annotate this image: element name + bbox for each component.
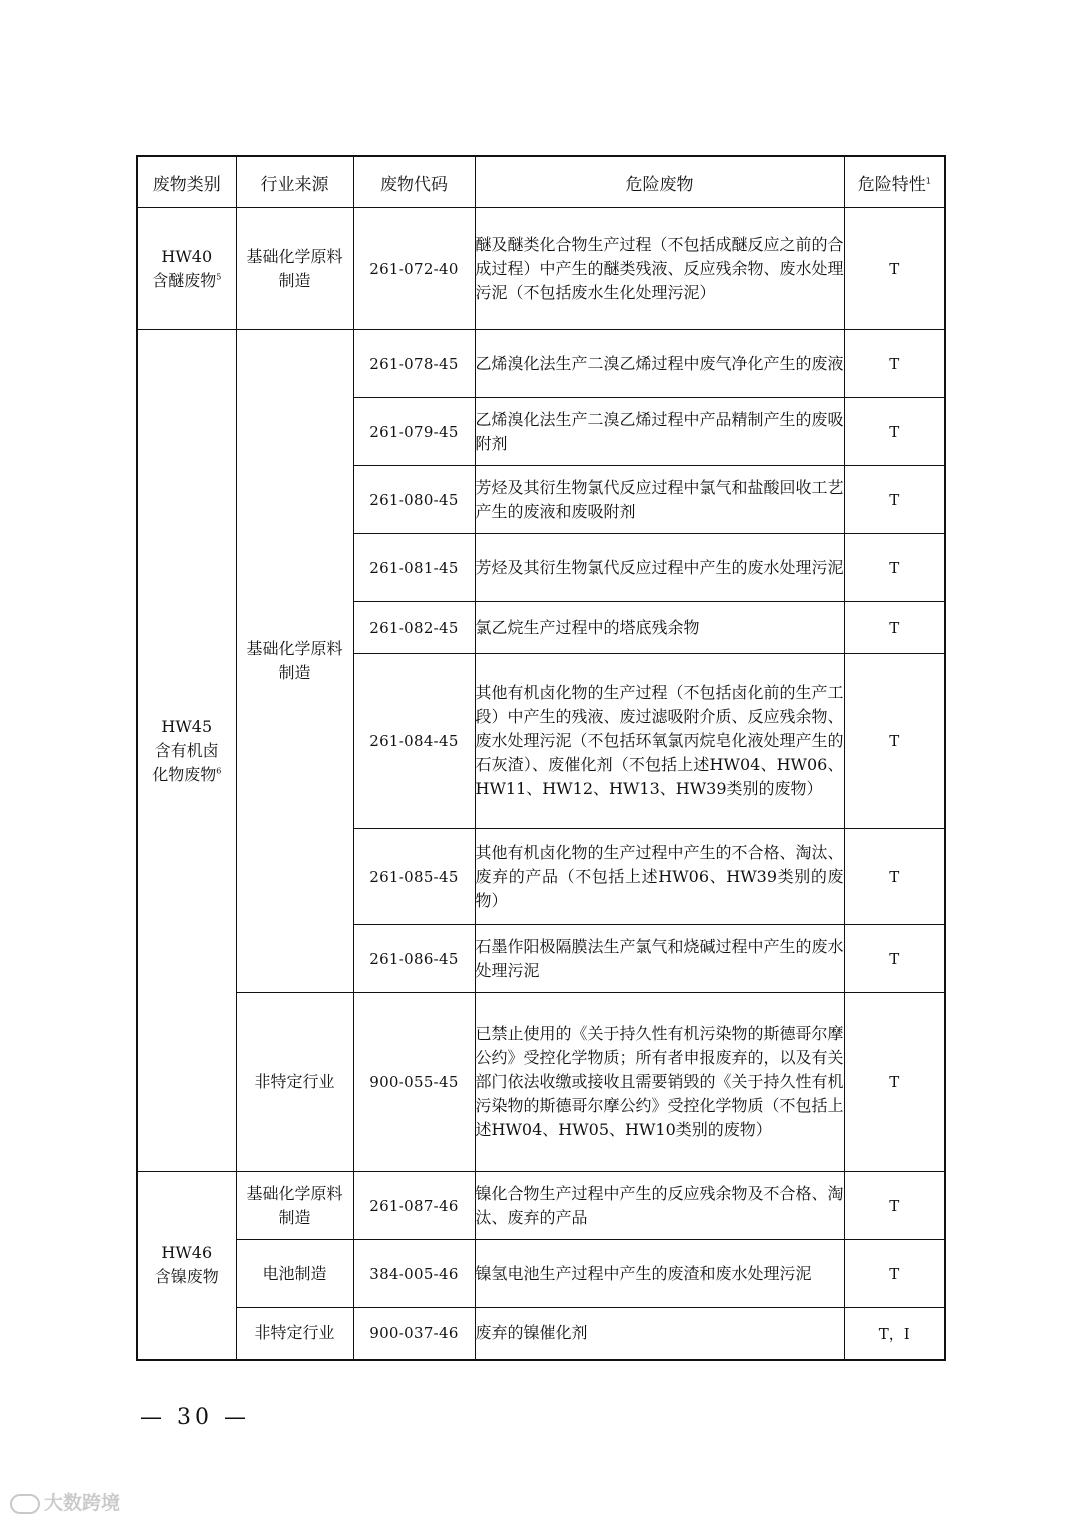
waste-code-cell: 261-080-45 [353,466,475,534]
header-category: 废物类别 [137,156,236,208]
header-code: 废物代码 [353,156,475,208]
hazard-cell: T [844,330,945,398]
waste-code-cell: 261-078-45 [353,330,475,398]
hazard-cell: T [844,602,945,654]
waste-code-cell: 900-037-46 [353,1308,475,1360]
hazard-cell: T [844,534,945,602]
hazard-cell: T [844,398,945,466]
table-row [137,993,945,1172]
industry-cell: 基础化学原料制造 [236,1172,353,1240]
waste-description-cell: 石墨作阳极隔膜法生产氯气和烧碱过程中产生的废水处理污泥 [475,925,844,993]
waste-description-cell: 醚及醚类化合物生产过程（不包括成醚反应之前的合成过程）中产生的醚类残液、反应残余物、废水处理污泥（不包括废水生化处理污泥） [475,208,844,330]
table-header-row [137,156,945,208]
waste-description-cell: 乙烯溴化法生产二溴乙烯过程中产品精制产生的废吸附剂 [475,398,844,466]
industry-cell: 非特定行业 [236,993,353,1172]
industry-cell: 电池制造 [236,1240,353,1308]
category-code: HW45 [161,716,213,736]
category-footnote: 6 [216,766,222,776]
watermark-logo-icon [10,1494,40,1514]
category-cell [137,208,236,330]
header-industry: 行业来源 [236,156,353,208]
category-code: HW46 [161,1243,213,1263]
waste-description-cell: 乙烯溴化法生产二溴乙烯过程中废气净化产生的废液 [475,330,844,398]
waste-code-cell: 900-055-45 [353,993,475,1172]
waste-code-cell: 261-081-45 [353,534,475,602]
waste-code-cell: 261-072-40 [353,208,475,330]
hazard-cell: T [844,1240,945,1308]
category-name [138,739,236,787]
hazard-cell: T [844,993,945,1172]
waste-description-cell: 镍氢电池生产过程中产生的废渣和废水处理污泥 [475,1240,844,1308]
hazard-cell: T [844,466,945,534]
industry-cell: 基础化学原料制造 [236,330,353,993]
hazard-cell: T，I [844,1308,945,1360]
waste-description-cell: 芳烃及其衍生物氯代反应过程中氯气和盐酸回收工艺产生的废液和废吸附剂 [475,466,844,534]
category-code: HW40 [161,246,213,266]
hazard-cell: T [844,1172,945,1240]
waste-code-cell: 261-082-45 [353,602,475,654]
waste-code-cell: 261-087-46 [353,1172,475,1240]
waste-description-cell: 芳烃及其衍生物氯代反应过程中产生的废水处理污泥 [475,534,844,602]
watermark [10,1488,120,1515]
hazard-cell: T [844,208,945,330]
hazard-cell: T [844,829,945,925]
industry-cell: 非特定行业 [236,1308,353,1360]
table-body [137,208,945,1360]
waste-code-cell: 261-085-45 [353,829,475,925]
category-cell [137,330,236,1172]
watermark-text: 大数跨境 [44,1492,121,1514]
table-row [137,1308,945,1360]
waste-code-cell: 261-079-45 [353,398,475,466]
header-waste: 危险废物 [475,156,844,208]
category-name-text: 含镍废物 [154,1267,219,1287]
table-row [137,1240,945,1308]
category-footnote: 5 [216,272,222,282]
header-hazard-label: 危险特性 [857,174,926,195]
category-name [138,269,236,293]
page-number: — 30 — [140,1405,250,1430]
hazard-cell: T [844,925,945,993]
header-hazard-note: 1 [925,175,931,185]
category-cell [137,1172,236,1360]
waste-code-cell: 261-086-45 [353,925,475,993]
industry-cell: 基础化学原料制造 [236,208,353,330]
waste-code-cell: 261-084-45 [353,654,475,829]
table-row [137,208,945,330]
header-hazard [844,156,945,208]
category-name-text: 含醚废物 [152,270,217,290]
table-row [137,1172,945,1240]
waste-description-cell: 镍化合物生产过程中产生的反应残余物及不合格、淘汰、废弃的产品 [475,1172,844,1240]
waste-description-cell: 其他有机卤化物的生产过程中产生的不合格、淘汰、废弃的产品（不包括上述HW06、HW39类别的废物） [475,829,844,925]
table-row [137,330,945,398]
category-name [138,1265,236,1289]
hazard-cell: T [844,654,945,829]
category-name-text: 含有机卤化物废物 [152,740,219,784]
hazardous-waste-table [136,155,946,1361]
waste-description-cell: 其他有机卤化物的生产过程（不包括卤化前的生产工段）中产生的残液、废过滤吸附介质、反应残余物、废水处理污泥（不包括环氧氯丙烷皂化液处理产生的石灰渣）、废催化剂（不包括上述HW04、HW06、HW11、HW12、HW13、HW39类别的废物） [475,654,844,829]
waste-code-cell: 384-005-46 [353,1240,475,1308]
waste-description-cell: 已禁止使用的《关于持久性有机污染物的斯德哥尔摩公约》受控化学物质；所有者申报废弃的，以及有关部门依法收缴或接收且需要销毁的《关于持久性有机污染物的斯德哥尔摩公约》受控化学物质（不包括上述HW04、HW05、HW10类别的废物） [475,993,844,1172]
waste-description-cell: 废弃的镍催化剂 [475,1308,844,1360]
waste-description-cell: 氯乙烷生产过程中的塔底残余物 [475,602,844,654]
